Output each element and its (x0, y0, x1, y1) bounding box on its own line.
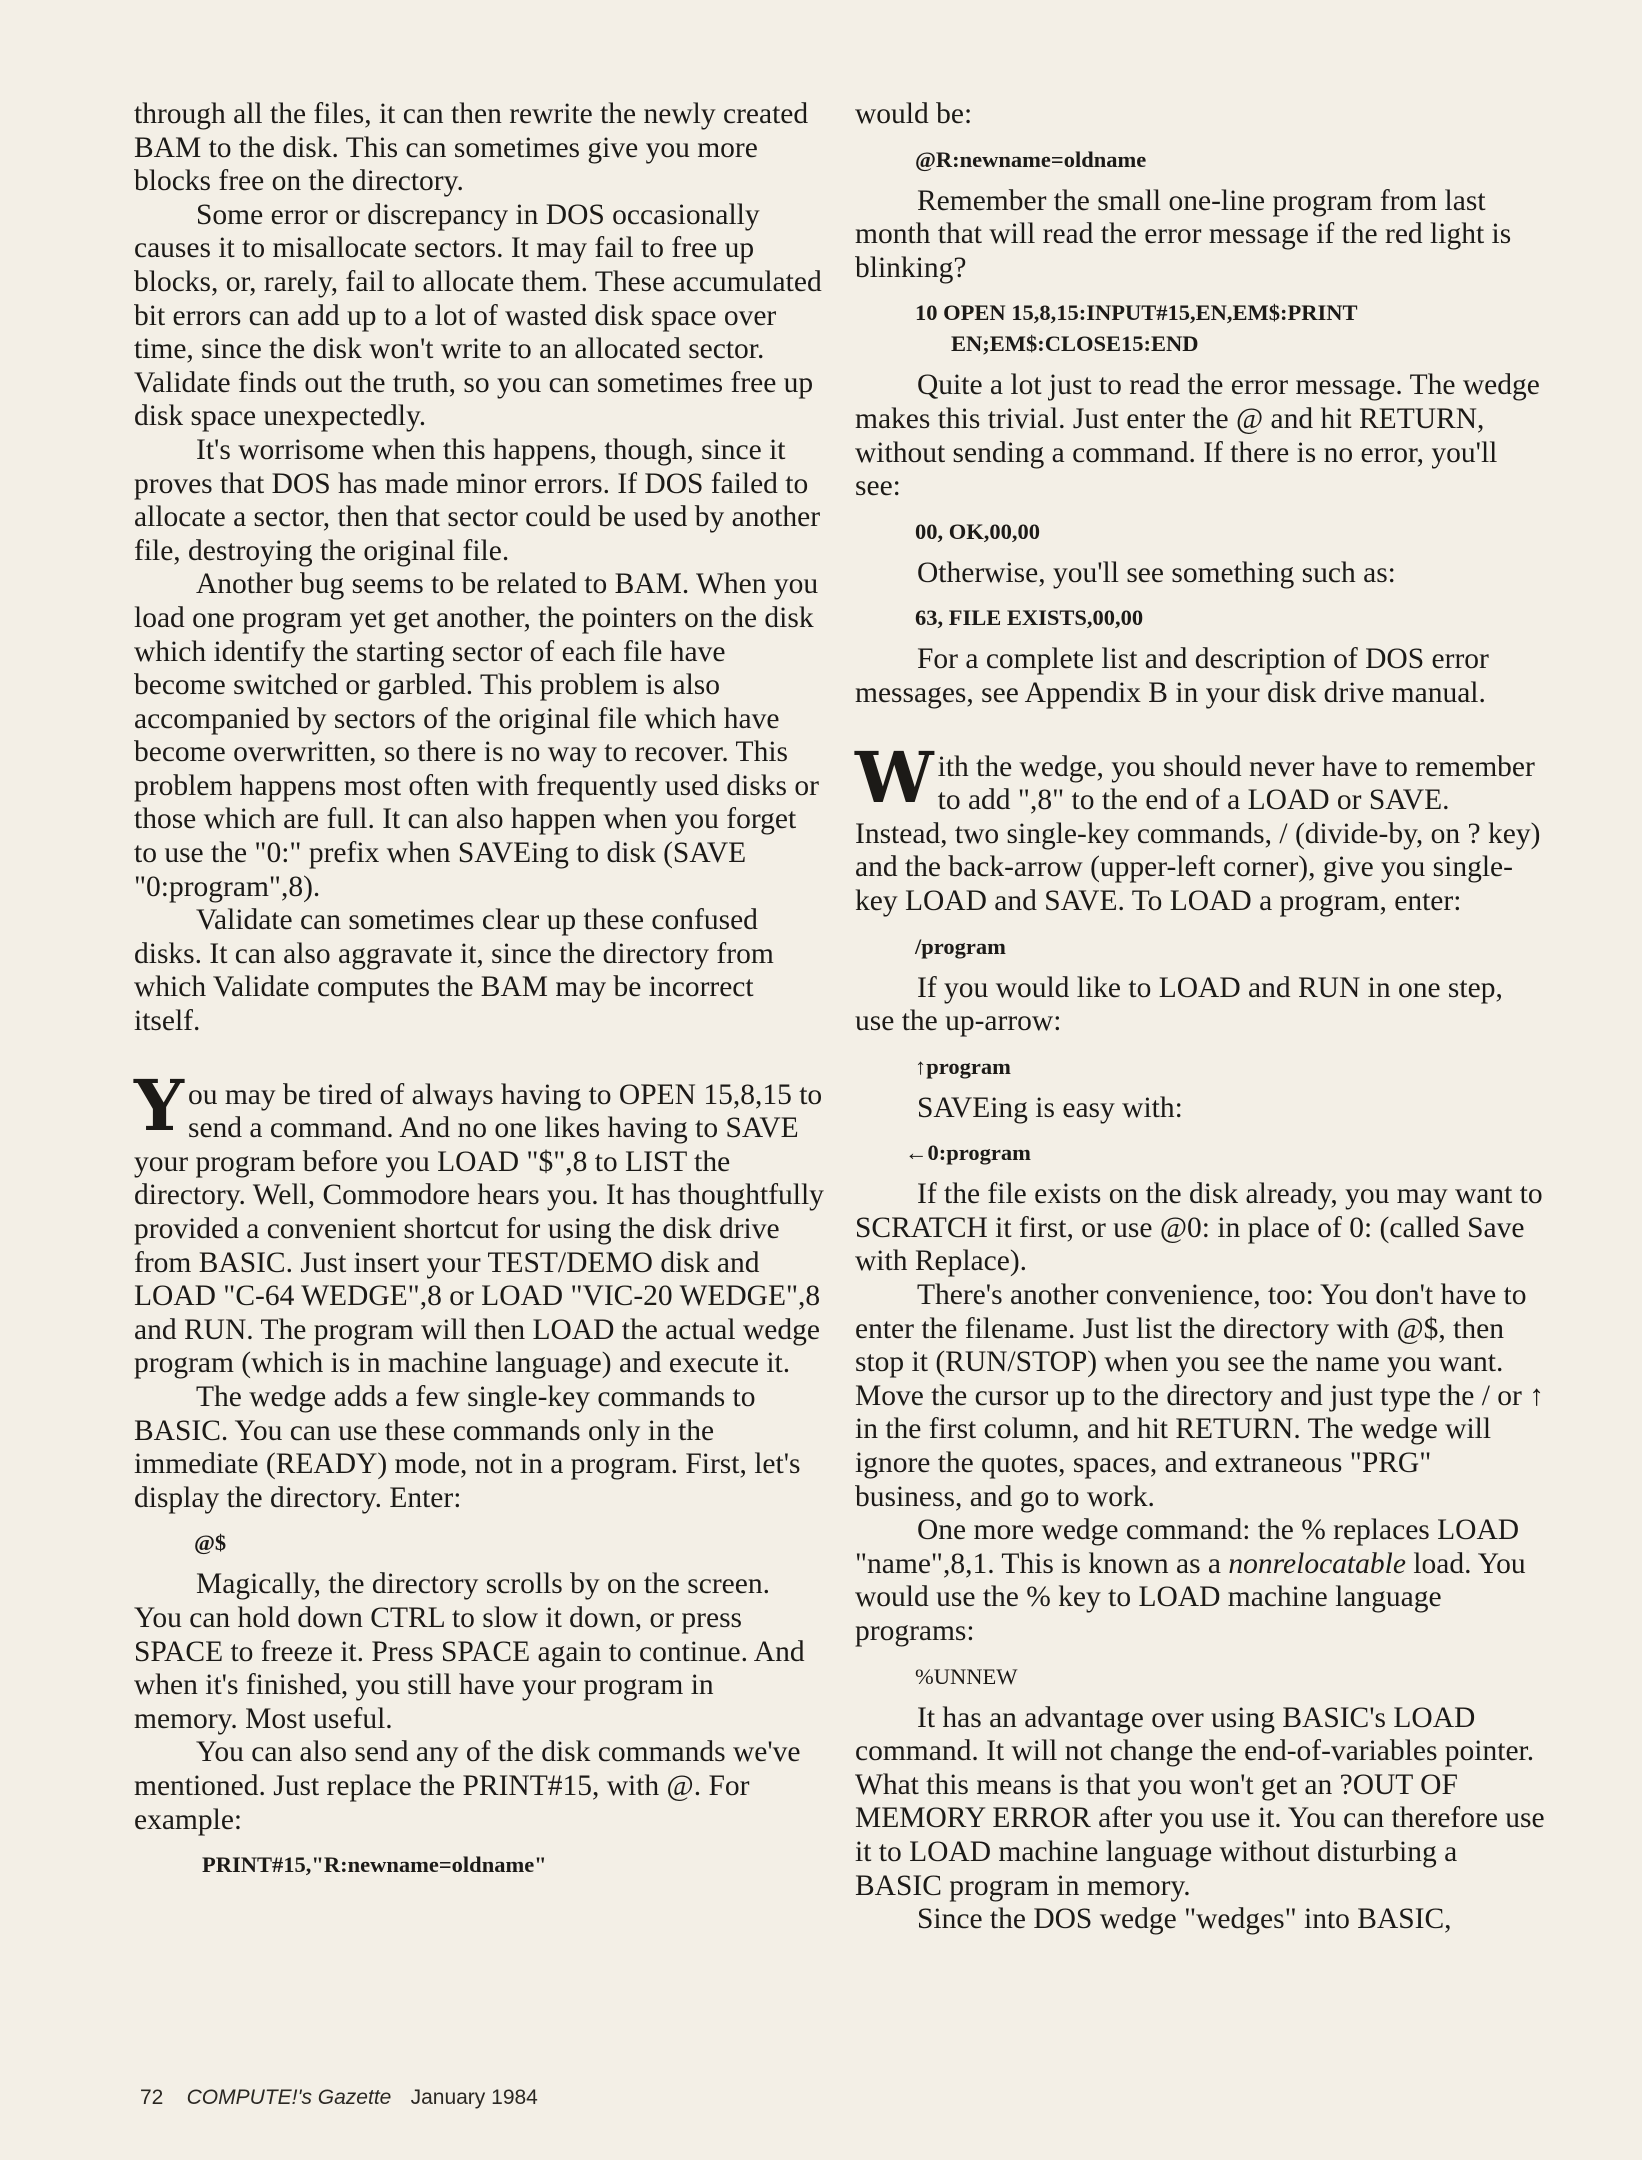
code-line: ↑program (915, 1053, 1011, 1079)
paragraph: Since the DOS wedge "wedges" into BASIC, (917, 1903, 1452, 1936)
paragraph: Another bug seems to be related to BAM. When you load one program yet get another, the pointers on the disk which identify the starting sector of each file have become switched or garbled. This problem is also accompanied by sectors of the original file which have become overwritten, so there is no way to recover. This problem happens most often with frequently used disks or those which are full. It can also happen when you forget to use the "0:" prefix when SAVEing to disk (SAVE "0:program",8). (134, 568, 819, 903)
paragraph: Quite a lot just to read the error message. The wedge makes this trivial. Just enter the @ and hit RETURN, without sending a command. If there is no error, you'll see: (855, 369, 1540, 503)
paragraph-text: One more wedge command: the % replaces LOAD "name",8,1. This is known as a (855, 1514, 1520, 1580)
magazine-name: COMPUTE!'s Gazette (186, 2086, 392, 2109)
code-line: 10 OPEN 15,8,15:INPUT#15,EN,EM$:PRINT (915, 300, 1358, 326)
paragraph: Magically, the directory scrolls by on the screen. You can hold down CTRL to slow it down, or press SPACE to freeze it. Press SPACE again to continue. And when it's finished, you still have your program in memory. Most useful. (134, 1568, 805, 1735)
paragraph: For a complete list and description of DOS error messages, see Appendix B in your disk drive manual. (855, 643, 1489, 709)
code-line: 00, OK,00,00 (915, 518, 1041, 544)
paragraph (855, 1514, 1545, 1648)
code-line: @$ (194, 1530, 227, 1556)
paragraph: If the file exists on the disk already, you may want to SCRATCH it first, or use @0: in place of 0: (called Save with Replace). (855, 1178, 1543, 1278)
italic-term: nonrelocatable (1228, 1547, 1406, 1580)
code-line: 63, FILE EXISTS,00,00 (915, 605, 1144, 631)
drop-cap: Y (134, 1063, 184, 1147)
paragraph: You can also send any of the disk commands we've mentioned. Just replace the PRINT#15, with @. For example: (134, 1736, 801, 1836)
paragraph-text: ou may be tired of always having to OPEN 15,8,15 to send a command. And no one likes having to SAVE your program before you LOAD "$",8 to LIST the directory. Well, Commodore hears you. It has thoughtfully provided a convenient shortcut for using the disk drive from BASIC. Just insert your TEST/DEMO disk and LOAD "C-64 WEDGE",8 or LOAD "VIC-20 WEDGE",8 and RUN. The program will then LOAD the actual wedge program (which is in machine language) and execute it. (134, 1078, 824, 1380)
paragraph: Remember the small one-line program from last month that will read the error message if the red light is blinking? (855, 184, 1512, 284)
code-line: /program (915, 933, 1006, 959)
drop-cap: W (855, 735, 934, 819)
page-footer (140, 2084, 538, 2111)
paragraph: SAVEing is easy with: (917, 1091, 1183, 1124)
paragraph: If you would like to LOAD and RUN in one step, use the up-arrow: (855, 971, 1503, 1038)
right-column (855, 98, 1545, 1937)
page-number: 72 (140, 2086, 164, 2109)
code-line: EN;EM$:CLOSE15:END (951, 331, 1199, 357)
code-line: @R:newname=oldname (915, 146, 1147, 172)
paragraph: Some error or discrepancy in DOS occasionally causes it to misallocate sectors. It may fail to free up blocks, or, rarely, fail to allocate them. These accumulated bit errors can add up to a lot of wasted disk space over time, since the disk won't write to an allocated sector. Validate finds out the truth, so you can sometimes free up disk space unexpectedly. (134, 198, 822, 433)
paragraph: It has an advantage over using BASIC's LOAD command. It will not change the end-of-variables pointer. What this means is that you won't get an ?OUT OF MEMORY ERROR after you use it. You can therefore use it to LOAD machine language without disturbing a BASIC program in memory. (855, 1701, 1545, 1902)
paragraph: Validate can sometimes clear up these confused disks. It can also aggravate it, since the directory from which Validate computes the BAM may be incorrect itself. (134, 904, 774, 1038)
paragraph: It's worrisome when this happens, though, since it proves that DOS has made minor errors. If DOS failed to allocate a sector, then that sector could be used by another file, destroying the original file. (134, 433, 821, 567)
left-column (134, 98, 824, 1890)
code-line: %UNNEW (915, 1663, 1018, 1689)
code-line: ←0:program (905, 1140, 1031, 1166)
paragraph: would be: (855, 98, 973, 130)
code-line: PRINT#15,"R:newname=oldname" (202, 1852, 547, 1878)
section-paragraph (855, 735, 1545, 919)
paragraph: Otherwise, you'll see something such as: (917, 556, 1396, 589)
paragraph: The wedge adds a few single-key commands to BASIC. You can use these commands only in the immediate (READY) mode, not in a program. First, let's display the directory. Enter: (134, 1380, 801, 1514)
paragraph: through all the files, it can then rewrite the newly created BAM to the disk. This can sometimes give you more blocks free on the directory. (134, 98, 809, 198)
paragraph: There's another convenience, too: You don't have to enter the filename. Just list the directory with @$, then stop it (RUN/STOP) when you see the name you want. Move the cursor up to the directory and just type the / or ↑ in the first column, and hit RETURN. The wedge will ignore the quotes, spaces, and extraneous "PRG" business, and go to work. (855, 1279, 1544, 1513)
issue-date: January 1984 (410, 2086, 538, 2109)
paragraph-text: ith the wedge, you should never have to remember to add ",8" to the end of a LOAD or SAVE. Instead, two single-key commands, / (divide-by, on ? key) and the back-arrow (upper-left corner), give you single-key LOAD and SAVE. To LOAD a program, enter: (855, 750, 1541, 917)
section-paragraph (134, 1063, 824, 1381)
paragraph-text: load. You would use the % key to LOAD machine language programs: (855, 1547, 1526, 1647)
